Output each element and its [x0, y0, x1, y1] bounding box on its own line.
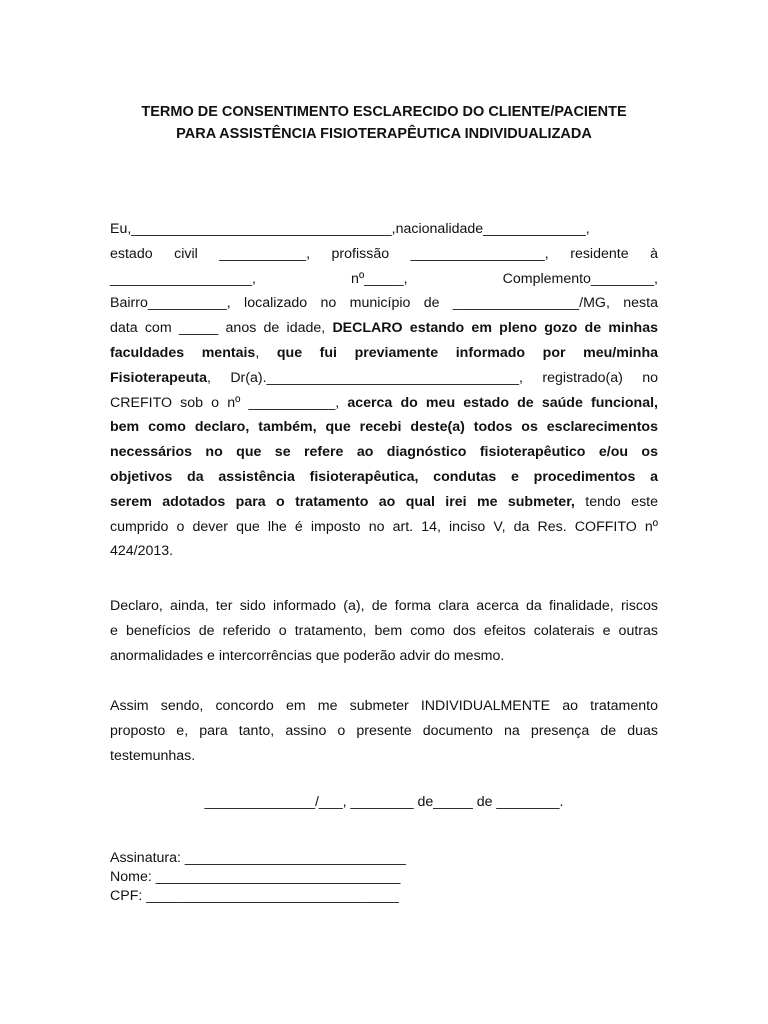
text-line: bem como declaro, também, que recebi deste(a) todos os esclarecimentos — [110, 419, 658, 436]
text-line: 424/2013. — [110, 543, 174, 560]
text-line: Eu,_________________________________,nacionalidade_____________, — [110, 221, 590, 237]
bold-segment: serem adotados para o tratamento ao qual irei me submeter, — [110, 493, 575, 510]
text-line: cumprido o dever que lhe é imposto no art. 14, inciso V, da Res. COFFITO nº — [110, 518, 658, 535]
information-paragraph — [110, 594, 658, 668]
title-line-1: TERMO DE CONSENTIMENTO ESCLARECIDO DO CLIENTE/PACIENTE — [141, 104, 627, 120]
bold-segment: que fui previamente informado por meu/minha — [276, 344, 658, 361]
text-line: objetivos da assistência fisioterapêutica, condutas e procedimentos a — [110, 468, 658, 485]
text-line: Assim sendo, concordo em me submeter INDIVIDUALMENTE ao tratamento — [110, 698, 658, 714]
text-line: Declaro, ainda, ter sido informado (a), de forma clara acerca da finalidade, riscos — [110, 598, 658, 614]
text-line: necessários no que se refere ao diagnóstico fisioterapêutico e/ou os — [110, 444, 658, 461]
text-line: proposto e, para tanto, assino o presente documento na presença de duas — [110, 722, 658, 739]
bold-segment: Fisioterapeuta — [110, 369, 207, 386]
text-line: Bairro__________, localizado no município de ________________/MG, nesta — [110, 295, 658, 312]
name-field: Nome: _______________________________ — [110, 869, 401, 885]
text-line: estado civil ___________, profissão _________________, residente à — [110, 245, 658, 262]
text-line — [110, 366, 658, 391]
text-line: __________________, nº_____, Complemento________, — [110, 270, 658, 287]
text-segment: data com _____ anos de idade, — [110, 320, 333, 337]
title-line-2: PARA ASSISTÊNCIA FISIOTERAPÊUTICA INDIVIDUALIZADA — [176, 126, 592, 142]
text-segment: , — [255, 344, 277, 361]
bold-segment: DECLARO estando em pleno gozo de minhas — [332, 320, 658, 337]
text-segment: CREFITO sob o nº ___________, — [110, 394, 348, 411]
text-segment: tendo este — [574, 493, 658, 510]
cpf-field: CPF: ________________________________ — [110, 888, 399, 904]
document-title — [0, 101, 768, 145]
text-line — [110, 341, 658, 366]
text-line: e benefícios de referido o tratamento, bem como dos efeitos colaterais e outras — [110, 622, 658, 639]
text-line: anormalidades e intercorrências que poderão advir do mesmo. — [110, 647, 505, 664]
text-line — [110, 316, 658, 341]
date-line: ______________/___, ________ de_____ de ________. — [204, 794, 564, 810]
text-segment: , Dr(a).________________________________, registrado(a) no — [206, 369, 658, 386]
signature-field: Assinatura: ____________________________ — [110, 850, 406, 866]
text-line — [110, 391, 658, 416]
text-line: testemunhas. — [110, 747, 196, 764]
bold-segment: faculdades mentais — [110, 344, 256, 361]
declaration-paragraph — [110, 217, 658, 564]
text-line — [110, 490, 658, 515]
signature-block — [110, 849, 406, 906]
bold-segment: acerca do meu estado de saúde funcional, — [347, 394, 658, 411]
consent-paragraph — [110, 694, 658, 768]
